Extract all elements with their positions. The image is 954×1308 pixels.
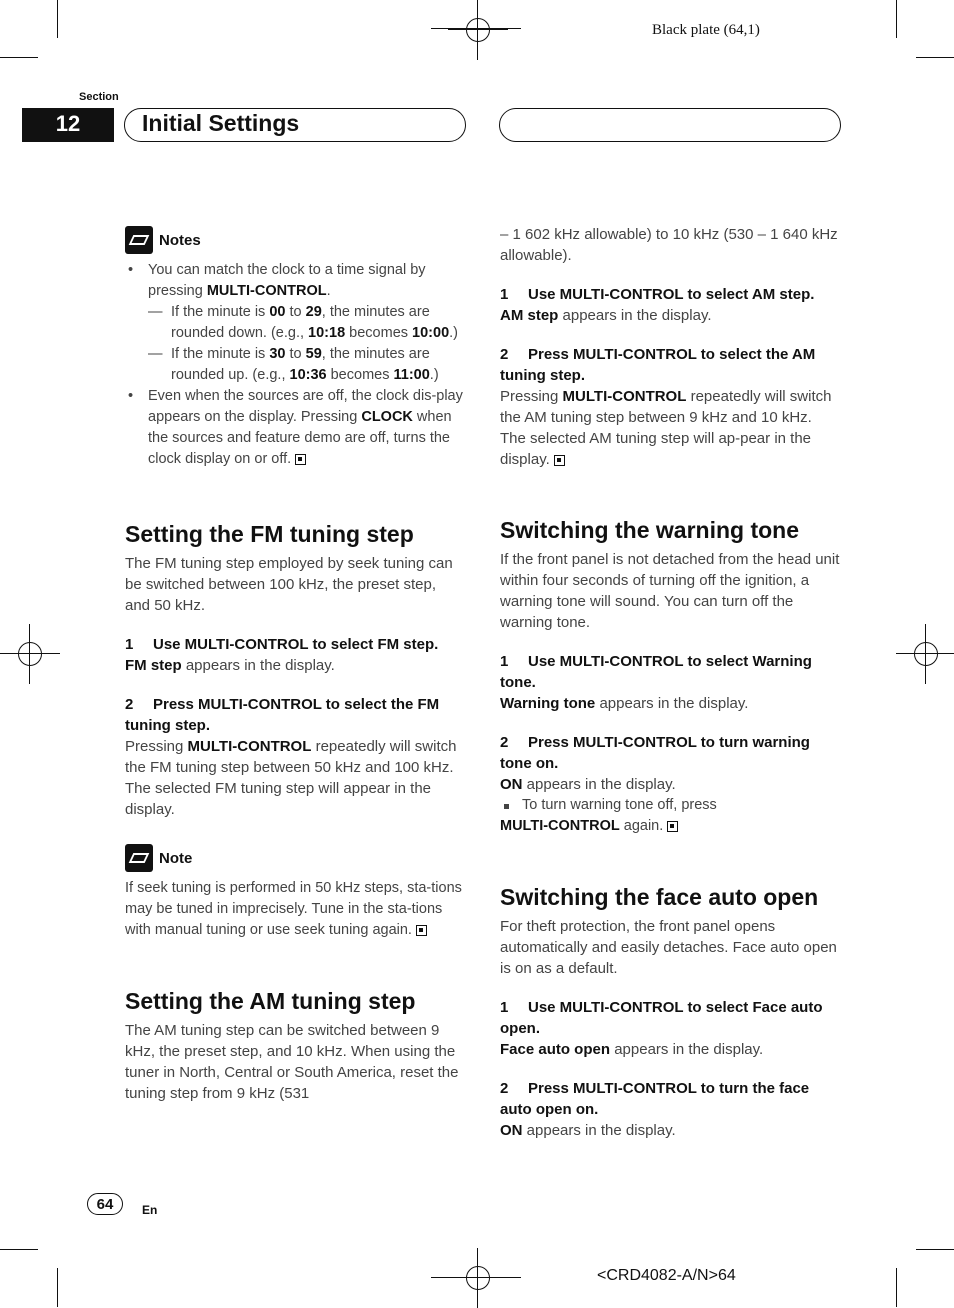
note-pencil-icon <box>125 844 153 872</box>
warning-tip-cont: MULTI-CONTROL again. <box>500 816 840 837</box>
end-mark-icon <box>295 454 306 465</box>
plate-label: Black plate (64,1) <box>652 22 760 38</box>
crop-mark <box>431 1277 521 1278</box>
registration-mark <box>0 624 60 684</box>
list-item: • Even when the sources are off, the clock dis-play appears on the display. Pressing CLOCK when the sources and feature demo are off, turns the clock display on or off. <box>125 386 465 470</box>
fm-title: Setting the FM tuning step <box>125 521 414 547</box>
crop-mark <box>0 1249 38 1250</box>
crop-mark <box>57 0 58 38</box>
am-intro: The AM tuning step can be switched between 9 kHz, the preset step, and 10 kHz. When using the tuner in North, Central or South America, reset the tuning step from 9 kHz (531 <box>125 1022 459 1102</box>
warning-tip: To turn warning tone off, press <box>500 795 840 816</box>
fm-step-2: 2 Press MULTI-CONTROL to select the FM tuning step. <box>125 696 440 734</box>
list-item: — If the minute is 30 to 59, the minutes are rounded up. (e.g., 10:36 becomes 11:00.) <box>125 344 465 386</box>
face-step-2: 2 Press MULTI-CONTROL to turn the face auto open on. <box>500 1080 810 1118</box>
empty-title-box <box>499 108 841 142</box>
face-intro: For theft protection, the front panel opens automatically and easily detaches. Face auto open is on as a default. <box>500 918 837 977</box>
crop-mark <box>896 1268 897 1307</box>
page-number: 64 <box>87 1193 123 1215</box>
fm-note-text: If seek tuning is performed in 50 kHz steps, sta-tions may be tuned in imprecisely. Tune in the sta-tions with manual tuning or use seek tuning again. <box>125 880 462 938</box>
crop-mark <box>916 57 954 58</box>
list-item: — If the minute is 00 to 29, the minutes are rounded down. (e.g., 10:18 becomes 10:00.) <box>125 302 465 344</box>
right-column <box>500 224 840 1141</box>
warning-intro: If the front panel is not detached from the head unit within four seconds of turning off the ignition, a warning tone will sound. You can turn off the warning tone. <box>500 551 840 631</box>
section-label: Section <box>79 91 119 103</box>
face-step-1: 1 Use MULTI-CONTROL to select Face auto open. <box>500 999 823 1037</box>
note-label: Note <box>159 849 193 867</box>
list-item: • You can match the clock to a time signal by pressing MULTI-CONTROL. <box>125 260 465 302</box>
end-mark-icon <box>667 821 678 832</box>
registration-mark <box>896 624 954 684</box>
am-title: Setting the AM tuning step <box>125 988 416 1014</box>
crop-mark <box>896 0 897 38</box>
warning-step-1-result: Warning tone appears in the display. <box>500 695 749 712</box>
notes-list <box>125 260 465 470</box>
section-number: 12 <box>22 108 114 142</box>
crop-mark <box>57 1268 58 1307</box>
note-heading <box>125 844 465 872</box>
registration-mark <box>448 0 508 60</box>
fm-step-1-result: FM step appears in the display. <box>125 657 335 674</box>
am-step-2-detail: Pressing MULTI-CONTROL repeatedly will switch the AM tuning step between 9 kHz and 10 kHz. The selected AM tuning step will ap-pear in the display. <box>500 388 832 468</box>
am-intro-continued: – 1 602 kHz allowable) to 10 kHz (530 – 1 640 kHz allowable). <box>500 226 838 264</box>
face-step-1-result: Face auto open appears in the display. <box>500 1041 764 1058</box>
language-label: En <box>142 1203 158 1217</box>
section-title: Initial Settings <box>142 110 300 136</box>
fm-intro: The FM tuning step employed by seek tuning can be switched between 100 kHz, the preset step, and 50 kHz. <box>125 555 453 614</box>
warning-step-2: 2 Press MULTI-CONTROL to turn warning tone on. <box>500 734 810 772</box>
warning-step-2-result: ON appears in the display. <box>500 776 676 793</box>
am-step-1-result: AM step appears in the display. <box>500 307 712 324</box>
am-step-2: 2 Press MULTI-CONTROL to select the AM tuning step. <box>500 346 816 384</box>
crop-mark <box>916 1249 954 1250</box>
fm-step-1: 1 Use MULTI-CONTROL to select FM step. <box>125 636 439 653</box>
fm-step-2-detail: Pressing MULTI-CONTROL repeatedly will switch the FM tuning step between 50 kHz and 100 kHz. The selected FM tuning step will appear in the display. <box>125 738 457 818</box>
registration-mark <box>448 1248 508 1308</box>
end-mark-icon <box>416 925 427 936</box>
end-mark-icon <box>554 455 565 466</box>
document-code: <CRD4082-A/N>64 <box>597 1267 736 1284</box>
crop-mark <box>431 28 521 29</box>
note-pencil-icon <box>125 226 153 254</box>
crop-mark <box>0 57 38 58</box>
am-step-1: 1 Use MULTI-CONTROL to select AM step. <box>500 286 815 303</box>
notes-label: Notes <box>159 231 201 249</box>
warning-step-1: 1 Use MULTI-CONTROL to select Warning tone. <box>500 653 812 691</box>
warning-title: Switching the warning tone <box>500 517 799 543</box>
face-step-2-result: ON appears in the display. <box>500 1122 676 1139</box>
face-title: Switching the face auto open <box>500 884 819 910</box>
left-column <box>125 226 465 1104</box>
notes-heading <box>125 226 465 254</box>
